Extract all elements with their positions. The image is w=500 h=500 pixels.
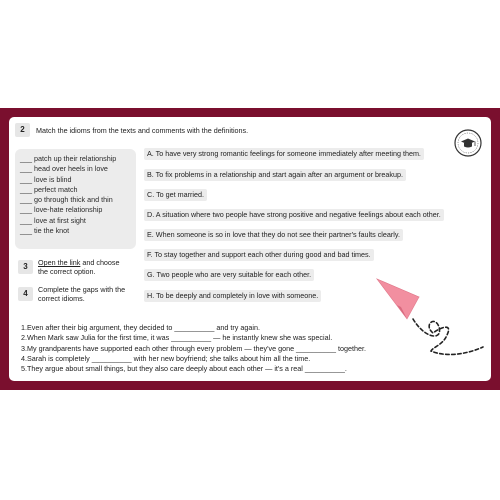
- definition-text: Two people who are very suitable for each other.: [156, 270, 312, 279]
- definition-text: A situation where two people have strong positive and negative feelings about each other.: [155, 210, 441, 219]
- definition-letter: A.: [147, 149, 154, 158]
- definition-letter: G.: [147, 270, 155, 279]
- exercise-3-instruction: [38, 258, 120, 276]
- exercise-3-text: and choose: [80, 258, 120, 267]
- gap-sentence: 3.My grandparents have supported each other through every problem — they've gone __________ together.: [21, 343, 367, 353]
- idiom-item: ___ head over heels in love: [20, 164, 108, 174]
- definition-text: To have very strong romantic feelings for someone immediately after meeting them.: [155, 149, 421, 158]
- definition-text: When someone is so in love that they do not see their partner's faults clearly.: [155, 230, 400, 239]
- gap-sentence: 5.They argue about small things, but they also care deeply about each other — it's a real __________.: [21, 364, 347, 374]
- definition-letter: E.: [147, 230, 154, 239]
- definition-letter: F.: [147, 250, 153, 259]
- definition-text: To stay together and support each other during good and bad times.: [154, 250, 371, 259]
- maroon-frame: [0, 108, 500, 390]
- definition-letter: C.: [147, 190, 155, 199]
- definition-f: [144, 249, 374, 261]
- definition-e: [144, 229, 403, 241]
- idiom-item: ___ love-hate relationship: [20, 205, 103, 215]
- definition-c: [144, 189, 207, 201]
- definition-letter: B.: [147, 170, 154, 179]
- idiom-item: ___ tie the knot: [20, 226, 70, 236]
- definition-text: To fix problems in a relationship and start again after an argument or breakup.: [155, 170, 403, 179]
- idiom-list-box: [15, 149, 136, 249]
- open-link[interactable]: Open the link: [38, 258, 81, 267]
- exercise-4-text-line2: correct idioms.: [38, 294, 85, 303]
- gap-sentence: 2.When Mark saw Julia for the first time, it was __________ — he instantly knew she was special.: [21, 333, 333, 343]
- definition-letter: D.: [147, 210, 155, 219]
- definition-a: [144, 148, 424, 160]
- paper-plane-icon: [373, 275, 489, 363]
- definition-g: [144, 269, 314, 281]
- definition-h: [144, 290, 321, 302]
- graduation-cap-badge-icon: [454, 129, 482, 157]
- definition-text: To get married.: [156, 190, 204, 199]
- worksheet-card: [9, 117, 491, 381]
- definition-text: To be deeply and completely in love with someone.: [156, 291, 319, 300]
- idiom-item: ___ love at first sight: [20, 215, 86, 225]
- exercise-2-instruction: Match the idioms from the texts and comments with the definitions.: [36, 126, 249, 135]
- exercise-3-text-line2: the correct option.: [38, 267, 96, 276]
- idiom-list: [15, 149, 136, 236]
- gap-sentence: 4.Sarah is completely __________ with her new boyfriend; she talks about him all the time.: [21, 353, 311, 363]
- idiom-item: ___ go through thick and thin: [20, 195, 113, 205]
- exercise-4-text-line1: Complete the gaps with the: [38, 285, 126, 294]
- idiom-item: ___ patch up their relationship: [20, 154, 117, 163]
- exercise-4-instruction: [38, 285, 125, 303]
- idiom-item: ___ love is blind: [20, 174, 72, 184]
- idiom-item: ___ perfect match: [20, 184, 78, 194]
- exercise-3-number: 3: [18, 260, 33, 274]
- definition-letter: H.: [147, 291, 155, 300]
- exercise-4-number: 4: [18, 287, 33, 301]
- gap-sentence-list: [21, 323, 366, 374]
- definition-d: [144, 209, 444, 221]
- gap-sentence: 1.Even after their big argument, they decided to __________ and try again.: [21, 323, 260, 332]
- definition-b: [144, 169, 406, 181]
- exercise-2-number: 2: [15, 123, 30, 137]
